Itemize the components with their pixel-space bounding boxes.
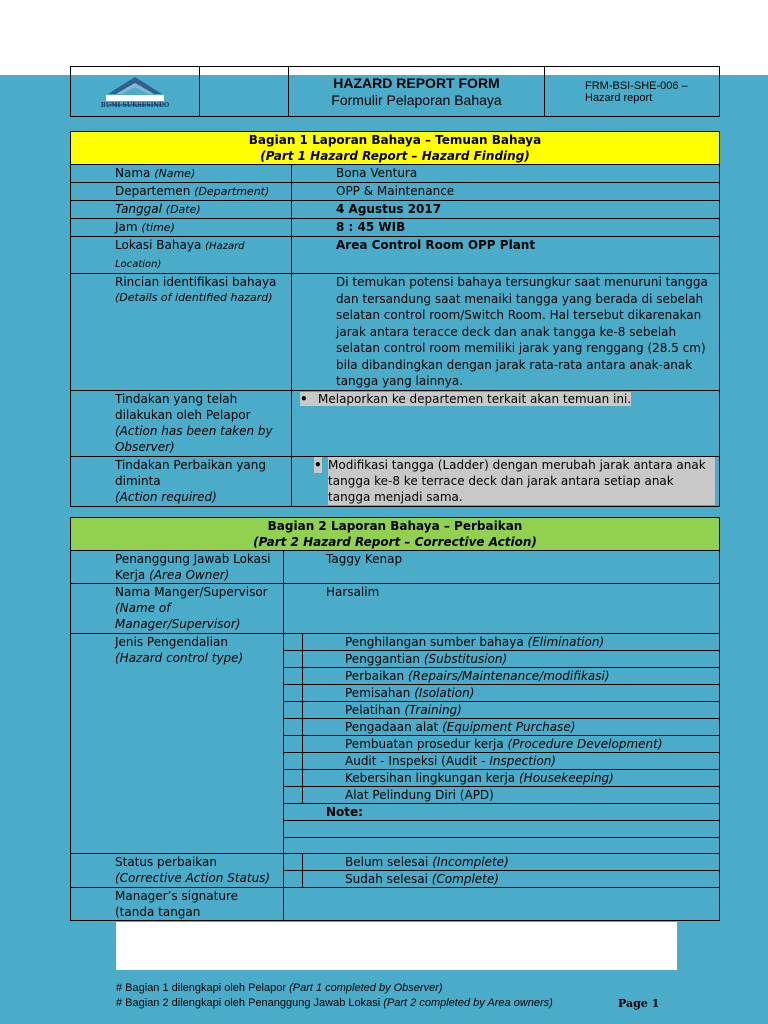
signature-field[interactable] (284, 888, 720, 921)
name-value[interactable]: Bona Ventura (292, 165, 720, 183)
control-type-label: Jenis Pengendalian (Hazard control type) (71, 634, 284, 854)
status-label: Status perbaikan (Corrective Action Status) (71, 854, 284, 888)
date-label: Tanggal (Date) (71, 201, 292, 219)
control-option-procedure: Pembuatan prosedur kerja (Procedure Development) (303, 736, 720, 753)
part2-heading (71, 518, 720, 551)
details-label: Rincian identifikasi bahaya (Details of identified hazard) (71, 274, 292, 391)
name-label: Nama (Name) (71, 165, 292, 183)
checkbox[interactable] (284, 719, 303, 736)
form-header (70, 66, 720, 117)
checkbox[interactable] (284, 787, 303, 804)
part1-table (70, 131, 720, 507)
checkbox[interactable] (284, 651, 303, 668)
status-option-complete: Sudah selesai (Complete) (303, 871, 720, 888)
part2-heading-id: Bagian 2 Laporan Bahaya – Perbaikan (267, 519, 523, 533)
action-taken-value[interactable]: • Melaporkan ke departemen terkait akan temuan ini. (292, 390, 720, 456)
date-value[interactable]: 4 Agustus 2017 (292, 201, 720, 219)
form-title-cell (289, 67, 545, 117)
page-number: Page 1 (618, 997, 660, 1010)
checkbox[interactable] (284, 685, 303, 702)
form-code: FRM-BSI-SHE-006 – Hazard report (545, 67, 720, 117)
area-owner-value[interactable]: Taggy Kenap (284, 551, 720, 584)
control-option-elimination: Penghilangan sumber bahaya (Elimination) (303, 634, 720, 651)
form-title: HAZARD REPORT FORM (333, 74, 500, 91)
control-option-inspection: Audit - Inspeksi (Audit - Inspection) (303, 753, 720, 770)
bullet-icon: • (314, 457, 322, 472)
checkbox[interactable] (284, 854, 303, 871)
control-option-equipment: Pengadaan alat (Equipment Purchase) (303, 719, 720, 736)
part1-heading-en: (Part 1 Hazard Report – Hazard Finding) (260, 149, 530, 163)
control-option-ppe: Alat Pelindung Diri (APD) (303, 787, 720, 804)
note-label: Note: (284, 804, 720, 821)
manager-label: Nama Manger/Supervisor (Name of Manager/Supervisor) (71, 584, 284, 634)
part2-heading-en: (Part 2 Hazard Report – Corrective Action) (253, 535, 537, 549)
manager-value[interactable]: Harsalim (284, 584, 720, 634)
part1-heading-id: Bagian 1 Laporan Bahaya – Temuan Bahaya (248, 133, 542, 147)
control-option-training: Pelatihan (Training) (303, 702, 720, 719)
status-option-incomplete: Belum selesai (Incomplete) (303, 854, 720, 871)
page-top-margin (0, 0, 768, 75)
company-logo (71, 67, 200, 117)
control-option-housekeeping: Kebersihan lingkungan kerja (Housekeeping) (303, 770, 720, 787)
footer-note-2: # Bagian 2 dilengkapi oleh Penanggung Jawab Lokasi (Part 2 completed by Area owners) (116, 997, 553, 1009)
time-label: Jam (time) (71, 219, 292, 237)
note-field[interactable] (284, 821, 720, 854)
department-label: Departemen (Department) (71, 183, 292, 201)
checkbox[interactable] (284, 668, 303, 685)
location-label: Lokasi Bahaya (Hazard Location) (71, 237, 292, 274)
time-value[interactable]: 8 : 45 WIB (292, 219, 720, 237)
checkbox[interactable] (284, 736, 303, 753)
checkbox[interactable] (284, 753, 303, 770)
part2-table (70, 517, 720, 921)
control-option-repairs: Perbaikan (Repairs/Maintenance/modifikasi) (303, 668, 720, 685)
action-taken-label: Tindakan yang telah dilakukan oleh Pelapor (Action has been taken by Observer) (71, 390, 292, 456)
control-option-substitution: Penggantian (Substitusion) (303, 651, 720, 668)
bullet-icon: • (300, 391, 308, 406)
control-option-isolation: Pemisahan (Isolation) (303, 685, 720, 702)
logo-text: BUMI SUKSESINDO (100, 102, 170, 109)
area-owner-label: Penanggung Jawab Lokasi Kerja (Area Owner) (71, 551, 284, 584)
part1-heading (71, 132, 720, 165)
form-subtitle: Formulir Pelaporan Bahaya (331, 91, 502, 108)
signature-label: Manager’s signature (tanda tangan (71, 888, 284, 921)
action-required-value[interactable]: • Modifikasi tangga (Ladder) dengan merubah jarak antara anak tangga ke-8 ke terrace deck dan jarak antara setiap anak tangga menjadi sama. (292, 456, 720, 506)
blank-box (116, 922, 677, 970)
department-value[interactable]: OPP & Maintenance (292, 183, 720, 201)
checkbox[interactable] (284, 702, 303, 719)
checkbox[interactable] (284, 634, 303, 651)
footer-note-1: # Bagian 1 dilengkapi oleh Pelapor (Part 1 completed by Observer) (116, 982, 443, 994)
checkbox[interactable] (284, 871, 303, 888)
details-value[interactable]: Di temukan potensi bahaya tersungkur saat menuruni tangga dan tersandung saat menaiki tangga yang berada di sebelah selatan control room/Switch Room. Hal tersebut dikarenakan jarak antara teracce deck dan anak tangga ke-8 sebelah selatan control room memiliki jarak yang renggang (28.5 cm) bila dibandingkan dengan jarak rata-rata antara anak-anak tangga yang lainnya. (292, 274, 720, 391)
location-value[interactable]: Area Control Room OPP Plant (292, 237, 720, 274)
header-spacer (200, 67, 289, 117)
action-required-label: Tindakan Perbaikan yang diminta (Action required) (71, 456, 292, 506)
checkbox[interactable] (284, 770, 303, 787)
